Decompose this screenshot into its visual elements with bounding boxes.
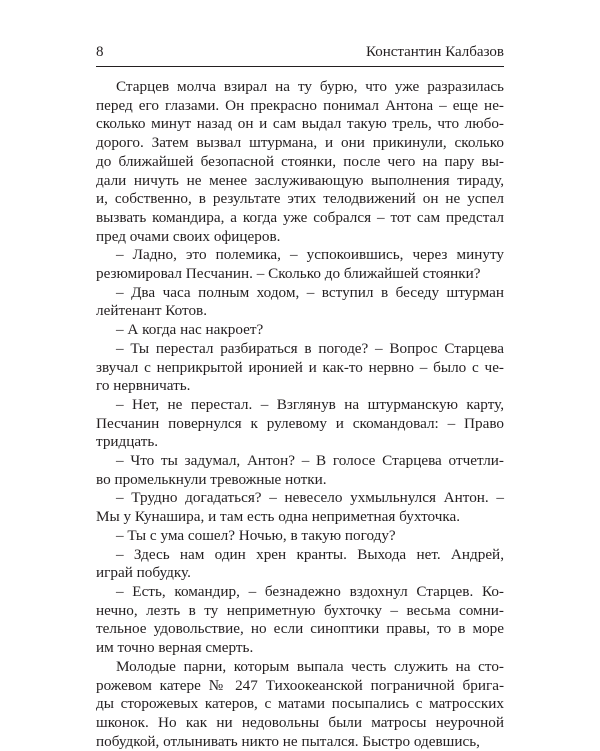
text-line: – Ты с ума сошел? Ночью, в такую погоду?: [116, 526, 396, 544]
text-line: – Нет, не перестал. – Взглянув на штурманскую карту,: [116, 395, 504, 413]
text-line: звучал с неприкрытой иронией и как-то нервно – было с че-: [96, 358, 504, 376]
text-line: – Есть, командир, – безнадежно вздохнул Старцев. Ко-: [116, 582, 504, 600]
text-line: перед его глазами. Он прекрасно понимал Антона – еще не-: [96, 96, 504, 114]
text-line: – Здесь нам один хрен кранты. Выхода нет. Андрей,: [116, 545, 504, 563]
text-line: Мы у Кунашира, и там есть одна неприметная бухточка.: [96, 508, 461, 526]
header-rule: [96, 66, 504, 67]
text-line: побудкой, отлынивать никто не пытался. Быстро одевшись,: [96, 732, 480, 750]
text-line: – Трудно догадаться? – невесело ухмыльнулся Антон. –: [116, 489, 504, 507]
page-header: [96, 44, 504, 66]
paragraph: [96, 546, 504, 583]
text-line: тельное удовольствие, но если синоптики правы, то в море: [96, 620, 504, 638]
text-line: дали ничуть не менее заслуживающую выполнения тираду,: [96, 171, 504, 189]
text-line: резюмировал Песчанин. – Сколько до ближайшей стоянки?: [96, 265, 481, 283]
paragraph: [96, 583, 504, 658]
text-line: тридцать.: [96, 433, 159, 451]
paragraph: [96, 78, 504, 246]
text-line: им точно верная смерть.: [96, 639, 254, 657]
text-line: играй побудку.: [96, 564, 191, 582]
text-line: вызвать командира, а когда уже собрался – тот сам предстал: [96, 208, 504, 226]
body-text: [96, 78, 504, 751]
paragraph: [96, 658, 504, 751]
text-line: во промелькнули тревожные нотки.: [96, 470, 327, 488]
paragraph: [96, 321, 504, 340]
paragraph: [96, 340, 504, 396]
paragraph: [96, 396, 504, 452]
text-line: рожевом катере № 247 Тихоокеанской пограничной брига-: [96, 676, 504, 694]
text-line: пред очами своих офицеров.: [96, 227, 281, 245]
text-line: сколько минут назад он и сам выдал такую трель, что любо-: [96, 115, 504, 133]
text-line: Старцев молча взирал на ту бурю, что уже разразилась: [116, 78, 504, 95]
text-line: – Два часа полным ходом, – вступил в беседу штурман: [116, 283, 504, 301]
text-line: шконок. Но как ни недовольны были матросы неурочной: [96, 713, 504, 731]
paragraph: [96, 489, 504, 526]
paragraph: [96, 246, 504, 283]
text-line: ды сторожевых катеров, с матами посыпались с матросских: [96, 695, 504, 713]
page-number: 8: [96, 44, 104, 60]
text-line: – Ты перестал разбираться в погоде? – Вопрос Старцева: [116, 339, 504, 357]
text-line: нечно, лезть в ту неприметную бухточку – весьма сомни-: [96, 601, 504, 619]
text-line: – А когда нас накроет?: [116, 321, 264, 339]
text-line: Песчанин повернулся к рулевому и скомандовал: – Право: [96, 414, 504, 432]
text-line: Молодые парни, которым выпала честь служить на сто-: [116, 657, 504, 675]
paragraph: [96, 284, 504, 321]
text-line: дорого. Затем вызвал штурмана, и они прикинули, сколько: [96, 134, 504, 152]
text-line: лейтенант Котов.: [96, 302, 208, 320]
paragraph: [96, 452, 504, 489]
text-line: – Ладно, это полемика, – успокоившись, через минуту: [116, 246, 504, 264]
text-line: го нервничать.: [96, 377, 191, 395]
text-line: до ближайшей безопасной стоянки, после чего на пару вы-: [96, 152, 504, 170]
running-title: Константин Калбазов: [365, 44, 504, 60]
paragraph: [96, 527, 504, 546]
text-line: – Что ты задумал, Антон? – В голосе Старцева отчетли-: [116, 452, 504, 470]
text-line: и, собственно, в результате этих телодвижений он не успел: [96, 190, 504, 208]
